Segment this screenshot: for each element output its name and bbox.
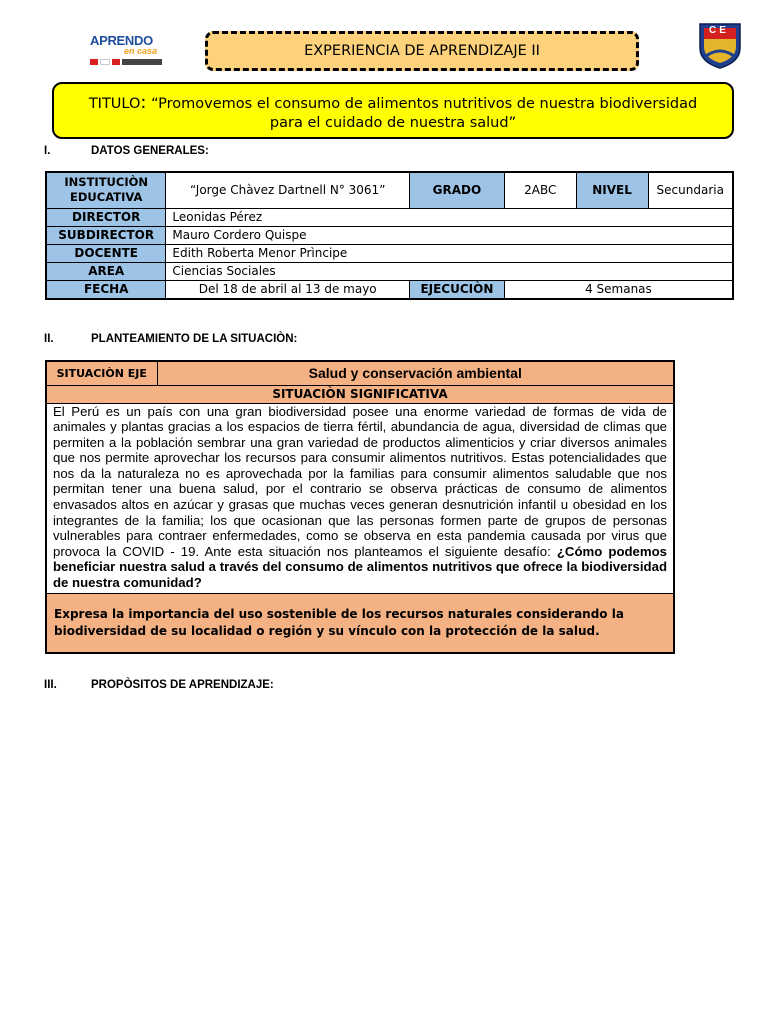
logo-text-aprendo: APRENDO <box>90 33 153 48</box>
table-row <box>46 172 733 208</box>
general-data-table <box>45 171 734 300</box>
table-row <box>46 361 674 385</box>
docente-label: DOCENTE <box>46 244 166 262</box>
ejecucion-value: 4 Semanas <box>504 280 733 299</box>
table-row <box>46 403 674 593</box>
institucion-label: INSTITUCIÒN EDUCATIVA <box>46 172 166 208</box>
shield-letters: CE <box>709 25 729 36</box>
director-label: DIRECTOR <box>46 208 166 226</box>
section-3-number: III. <box>44 679 57 691</box>
aprendo-en-casa-logo <box>90 34 162 70</box>
nivel-value: Secundaria <box>648 172 733 208</box>
title-label: TITULO <box>88 96 141 112</box>
section-1-heading <box>44 145 209 157</box>
logo-text-en-casa: en casa <box>124 46 158 56</box>
section-2-number: II. <box>44 333 54 345</box>
experience-title: EXPERIENCIA DE APRENDIZAJE II <box>304 43 540 59</box>
situation-question: ¿Cómo podemos beneficiar nuestra salud a través del consumo de alimentos nutritivos que ofrece la biodiversidad de nuestra comunidad? <box>53 543 667 591</box>
situation-paragraph-text: El Perú es un país con una gran biodiversidad posee una enorme variedad de formas de vida de animales y plantas gracias a los espacios de tierra fértil, abundancia de agua, diversidad de climas que permiten a la población sembrar una gran variedad de productos alimenticios y criar diversos animales que nos permite aprovechar los recursos para consumir alimentos nutritivos. Estas potencialidades que nos da la naturaleza no es aprovechada por la familias para consumir alimentos saludable que nos permitan tener una buena salud, por el contrario se observa prácticas de consumo de alimentos envasados altos en azúcar y grasas que muchas veces generan desnutrición infantil u obesidad en los integrantes de la familia; los que ocasionan que las personas formen parte de grupos de personas vulnerables para contraer enfermedades, como se observa en esta pandemia causada por virus que provoca la COVID - 19. Ante esta situación nos planteamos el siguiente desafío: <box>53 403 667 559</box>
table-row <box>46 208 733 226</box>
situation-table <box>45 360 675 654</box>
ejecucion-label: EJECUCIÒN <box>409 280 504 299</box>
grado-value: 2ABC <box>504 172 576 208</box>
table-row <box>46 244 733 262</box>
area-value: Ciencias Sociales <box>166 262 733 280</box>
docente-value: Edith Roberta Menor Prìncipe <box>166 244 733 262</box>
school-shield-logo <box>696 20 744 70</box>
situacion-eje-label: SITUACIÒN EJE <box>46 361 157 385</box>
nivel-label: NIVEL <box>576 172 648 208</box>
situacion-significativa-label: SITUACIÒN SIGNIFICATIVA <box>46 385 674 403</box>
table-row <box>46 280 733 299</box>
table-row <box>46 262 733 280</box>
section-2-title: PLANTEAMIENTO DE LA SITUACIÒN: <box>91 333 298 345</box>
director-value: Leonidas Pérez <box>166 208 733 226</box>
table-row <box>46 385 674 403</box>
area-label: AREA <box>46 262 166 280</box>
title-line-1: TITULO: “Promovemos el consumo de alimentos nutritivos de nuestra biodiversidad <box>88 92 698 113</box>
grado-label: GRADO <box>409 172 504 208</box>
institucion-value: “Jorge Chàvez Dartnell N° 3061” <box>166 172 410 208</box>
section-3-title: PROPÒSITOS DE APRENDIZAJE: <box>91 679 274 691</box>
table-row <box>46 226 733 244</box>
section-2-heading <box>44 333 297 345</box>
fecha-label: FECHA <box>46 280 166 299</box>
title-text-1: “Promovemos el consumo de alimentos nutritivos de nuestra biodiversidad <box>151 96 698 112</box>
logo-color-strip <box>90 59 162 65</box>
section-1-title: DATOS GENERALES: <box>91 145 209 157</box>
situation-paragraph <box>46 403 674 593</box>
section-3-heading <box>44 679 274 691</box>
fecha-value: Del 18 de abril al 13 de mayo <box>166 280 410 299</box>
experience-title-box <box>205 31 639 71</box>
situacion-eje-value: Salud y conservación ambiental <box>157 361 674 385</box>
table-row <box>46 593 674 653</box>
title-line-2: para el cuidado de nuestra salud” <box>269 115 517 131</box>
purpose-statement: Expresa la importancia del uso sostenible de los recursos naturales considerando la biodiversidad de su localidad o región y su vínculo con la protección de la salud. <box>46 593 674 653</box>
section-1-number: I. <box>44 145 51 157</box>
subdirector-value: Mauro Cordero Quispe <box>166 226 733 244</box>
title-box <box>52 82 734 139</box>
subdirector-label: SUBDIRECTOR <box>46 226 166 244</box>
